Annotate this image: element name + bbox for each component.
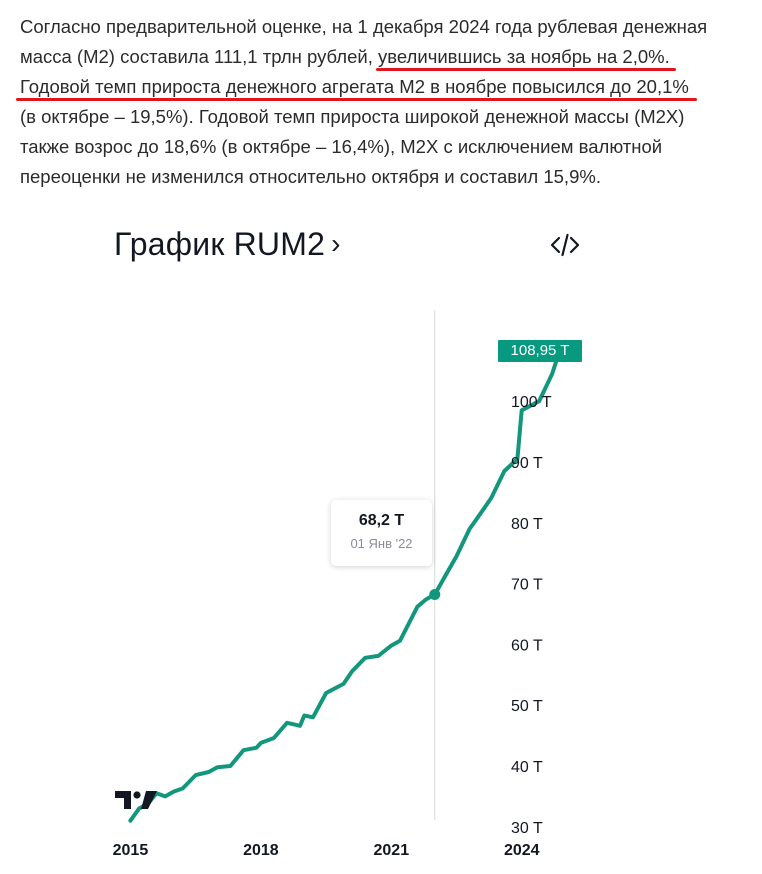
tooltip-date: 01 Янв '22 <box>350 536 413 551</box>
code-embed-icon[interactable] <box>550 232 580 258</box>
chart-title: График RUM2 <box>114 226 326 262</box>
y-tick-label: 50 T <box>511 698 543 716</box>
chevron-right-icon: › <box>331 228 341 259</box>
series-line-0 <box>130 347 561 821</box>
article-line-6: переоценки не изменился относительно октября и составил 15,9%. <box>20 166 601 187</box>
tooltip-value: 68,2 T <box>358 512 405 529</box>
y-tick-label: 30 T <box>511 819 543 837</box>
rum2-line-chart[interactable] <box>100 310 600 870</box>
article-line-3 <box>20 72 750 102</box>
article-line-2 <box>20 42 750 72</box>
y-tick-label: 70 T <box>511 576 543 594</box>
y-tick-label: 60 T <box>511 637 543 655</box>
article-line-4: (в октябре – 19,5%). Годовой темп прироста широкой денежной массы (М2Х) <box>20 106 685 127</box>
article-text <box>20 12 750 192</box>
last-price-badge: 108,95 T <box>498 340 582 362</box>
highlight-growth-november: увеличившись за ноябрь на 2,0%. <box>378 46 670 67</box>
x-tick-label: 2018 <box>243 842 279 859</box>
x-tick-label: 2021 <box>373 842 410 859</box>
article-line-2-plain: масса (М2) составила 111,1 трлн рублей, <box>20 46 379 67</box>
y-tick-label: 80 T <box>511 515 543 533</box>
y-tick-label: 40 T <box>511 758 543 776</box>
x-tick-label: 2024 <box>503 842 540 859</box>
y-tick-label: 90 T <box>511 454 543 472</box>
tradingview-logo-icon[interactable] <box>115 789 159 811</box>
chart-widget-header <box>114 220 594 272</box>
x-tick-label: 2015 <box>112 842 149 859</box>
article-line-1: Согласно предварительной оценке, на 1 декабря 2024 года рублевая денежная <box>20 16 708 37</box>
highlight-annual-growth: Годовой темп прироста денежного агрегата М2 в ноябре повысился до 20,1% <box>20 76 689 97</box>
y-tick-label: 100 T <box>511 394 552 412</box>
hover-point-marker <box>429 589 440 600</box>
crosshair-tooltip <box>331 500 432 566</box>
chart-title-link[interactable] <box>114 226 341 263</box>
article-line-5: также возрос до 18,6% (в октябре – 16,4%), М2Х с исключением валютной <box>20 136 663 157</box>
